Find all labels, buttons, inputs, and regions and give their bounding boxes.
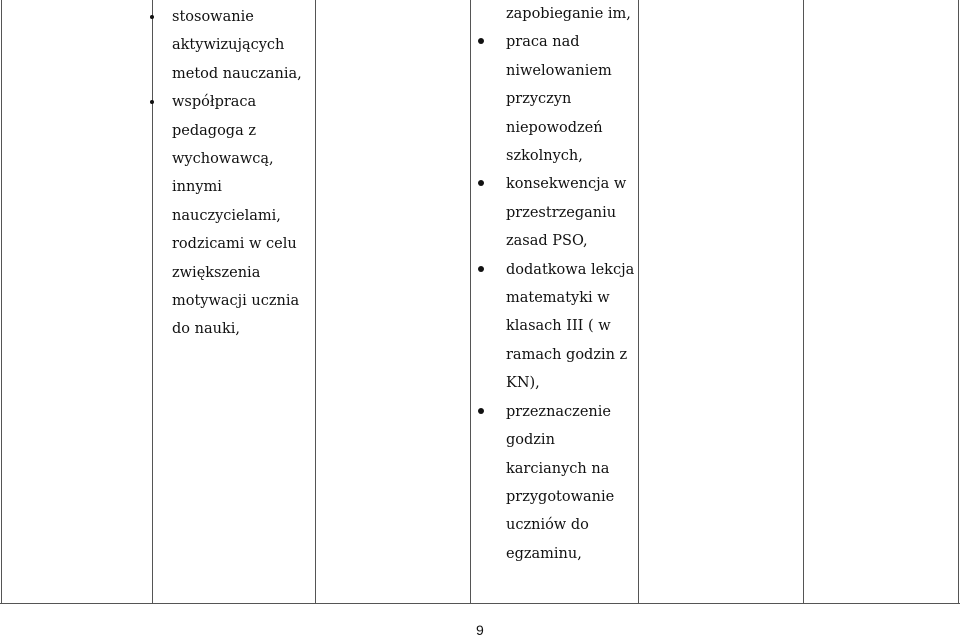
bullet-icon — [150, 100, 154, 104]
bullet-list — [158, 3, 308, 344]
list-item — [478, 256, 638, 398]
table-cell-col4 — [478, 0, 638, 568]
table-border-bottom — [0, 603, 960, 604]
bullet-icon — [150, 15, 154, 19]
list-item-text: stosowanie aktywizujących metod nauczania, — [172, 9, 302, 82]
list-item-text: praca nad niwelowaniem przyczyn niepowodzeń szkolnych, — [506, 34, 612, 165]
page-number: 9 — [476, 622, 484, 638]
list-item-text: przeznaczenie godzin karcianych na przygotowanie uczniów do egzaminu, — [506, 403, 615, 562]
table-border-left — [1, 0, 2, 604]
bullet-icon — [478, 408, 484, 414]
table-divider-2 — [315, 0, 316, 604]
list-item-text: konsekwencja w przestrzeganiu zasad PSO, — [506, 176, 627, 250]
list-item — [158, 3, 308, 88]
table-cell-col2 — [158, 3, 308, 344]
list-item-continuation — [478, 0, 638, 28]
table-divider-3 — [470, 0, 471, 604]
list-item-text: zapobieganie im, — [506, 6, 631, 22]
list-item — [478, 170, 638, 255]
list-item-text: dodatkowa lekcja matematyki w klasach III ( w ramach godzin z KN), — [506, 261, 635, 392]
table-divider-5 — [803, 0, 804, 604]
bullet-list — [478, 0, 638, 568]
list-item — [478, 28, 638, 170]
bullet-icon — [478, 266, 484, 272]
list-item-text: współpraca pedagoga z wychowawcą, innymi nauczycielami, rodzicami w celu zwiększenia motywacji ucznia do nauki, — [172, 94, 300, 338]
table-border-right — [958, 0, 959, 604]
table-divider-1 — [152, 0, 153, 604]
table-divider-4 — [638, 0, 639, 604]
list-item — [478, 398, 638, 568]
list-item — [158, 88, 308, 344]
